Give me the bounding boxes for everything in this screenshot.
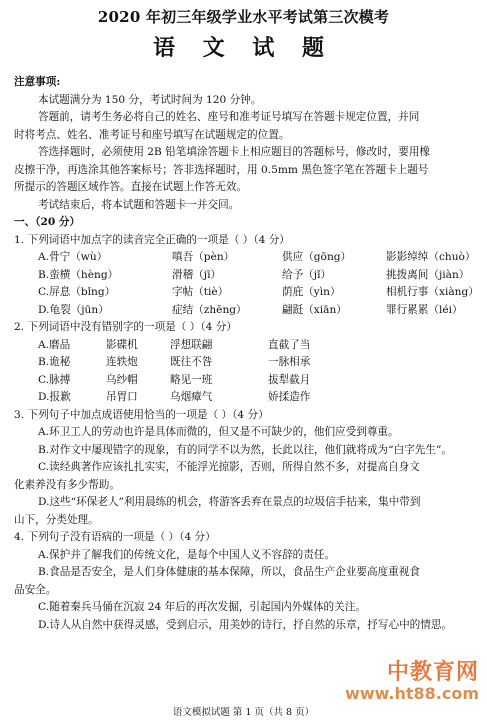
notes-heading: 注意事项: [14,76,61,88]
q2-b-3: 既往不咎 [170,356,213,368]
q1-a-4: 影影绰绰（chuò） [386,251,476,263]
q2-row-a [14,337,475,355]
q4-option-c: C.随着秦兵马俑在沉寂 24 年后的再次发掘，引起国内外媒体的关注。 [38,601,366,613]
q3-option-a: A.环卫工人的劳动也许是具体而微的，但又是不可缺少的，他们应受到尊重。 [38,426,399,438]
q2-row-b [14,354,475,372]
watermark-url: www.ht88.com [345,684,479,703]
notes-p2a: 答题前，请考生务必将自己的姓名、座号和准考证号填写在答题卡规定位置，并同 [38,111,420,123]
q2-c-2: 乌纱帽 [106,373,138,386]
q2-d-4: 娇揉造作 [268,391,311,403]
q1-a-3: 供应（gōng） [282,251,352,263]
q2-d-2: 吊胃口 [106,391,138,403]
q1-a-2: 嗔吾（pèn） [172,251,235,263]
q2-d-3: 乌烟瘴气 [170,391,213,403]
q2-a-2: 影碟机 [106,338,138,351]
section-1-heading: 一、（20 分） [14,216,81,228]
q1-row-d [14,302,475,320]
q2-b-2: 连轶炮 [106,356,138,368]
q1-row-a [14,249,475,267]
q4-option-d: D.诗人从自然中获得灵感，受到启示，用美妙的诗行，抒自然的乐章，抒写心中的情思。 [38,618,453,631]
exam-title-line1: 2020 年初三年级学业水平考试第三次模考 [97,8,390,26]
q3-option-d-line2: 山下，分类处理。 [14,513,99,526]
notes-p3b: 皮擦干净，再选涂其他答案标号；答非选择题时，用 0.5mm 黑色签字笔在答题卡上题号 [14,163,429,176]
q1-row-c [14,284,479,302]
watermark-text: 中教育网 [386,660,479,685]
q1-c-3: 荫庇（yìn） [282,286,341,298]
q2-a-3: 浮想联翩 [170,338,213,351]
notes-p2b: 时将考点、姓名、准考证号和座号填写在试题规定的位置。 [14,128,290,141]
exam-header [0,6,487,62]
q1-b-3: 给予（jǐ） [282,268,332,281]
q2-a-1: A.磨品 [38,338,71,351]
website-watermark [345,655,479,703]
exam-body [14,74,479,634]
notes-p1: 本试题满分为 150 分，考试时间为 120 分钟。 [38,93,262,106]
notes-p3a: 答选择题时，必须使用 2B 铅笔填涂答题卡上相应题目的答题标号，修改时，要用橡 [38,146,431,158]
notes-p3c: 所提示的答题区域作答。直接在试题上作答无效。 [14,181,248,193]
q2-b-4: 一脉相承 [268,356,311,368]
q2-row-c [14,372,475,390]
q2-c-4: 拔犁截月 [268,373,311,386]
page-footer: 语文模拟试题 第 1 页（共 8 页） [172,707,315,718]
q3-option-c-line2: 化素养没有多少帮助。 [14,478,120,491]
q3-option-d-line1: D.这些“环保老人”利用晨练的机会，将游客丢弃在景点的垃圾信手拈来，集中带到 [38,496,421,508]
q4-option-a: A.保护并了解我们的传统文化，是每个中国人义不容辞的责任。 [38,548,336,561]
q4-option-b-line1: B.食品是否安全，是人们身体健康的基本保障，所以，食品生产企业要高度重视食 [38,566,420,578]
q1-c-2: 字帖（tiè） [172,286,229,298]
q3-stem: 3. 下列句子中加点成语使用恰当的一项是（ ）（4 分） [14,408,269,421]
notes-p4: 考试结束后，将本试题和答题卡一并交回。 [38,198,240,211]
q2-c-1: C.脉搏 [38,373,71,386]
q4-stem: 4. 下列句子没有语病的一项是（ ）（4 分） [14,531,216,543]
q1-c-4: 相机行事（xiàng） [386,286,479,298]
q3-option-c-line1: C.读经典著作应该扎扎实实，不能浮光掠影，否则，所得自然不多，对提高自身文 [38,461,420,473]
q1-d-4: 罪行累累（léi） [386,303,463,316]
q1-stem: 1. 下列词语中加点字的读音完全正确的一项是（ ）（4 分） [14,233,290,246]
q1-a-1: A.骨宁（wù） [38,251,108,263]
q2-a-4: 直截了当 [268,338,311,351]
q2-stem: 2. 下列词语中没有错别字的一项是（ ）（4 分） [14,321,237,333]
q2-d-1: D.报歉 [38,391,71,403]
q1-b-1: B.蛮横（hèng） [38,268,119,281]
q1-row-b [14,267,475,285]
q1-b-4: 挑拨离间（jiàn） [386,268,470,281]
exam-title-line2: 语 文 试 题 [153,35,334,61]
q2-b-1: B.诡秘 [38,356,71,368]
q2-row-d [14,389,475,407]
q1-d-1: D.龟裂（jūn） [38,303,109,316]
q3-option-b: B.对作文中屡现错字的现象，有的同学不以为然，长此以往，他们就将成为“白字先生”。 [38,443,452,456]
q1-c-1: C.屏息（bǐng） [38,286,116,298]
q1-d-2: 症结（zhēng） [172,303,247,316]
q1-d-3: 翩跹（xiān） [282,303,347,316]
q2-c-3: 略见一班 [170,373,213,386]
q1-b-2: 滑稽（jī） [172,268,222,281]
q4-option-b-line2: 品安全。 [14,583,57,596]
